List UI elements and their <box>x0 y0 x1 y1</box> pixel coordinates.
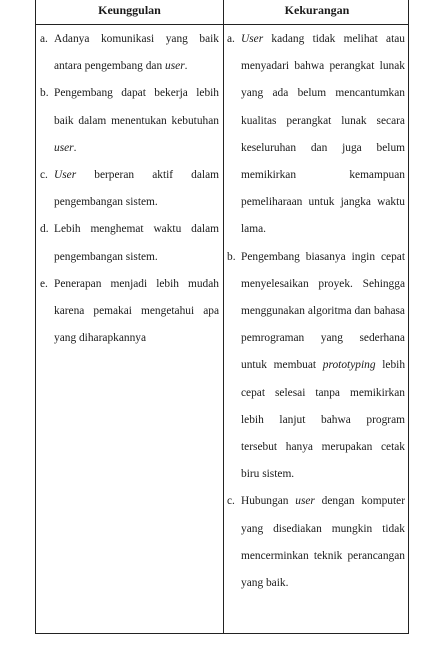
header-divider <box>36 24 408 25</box>
item-marker: a. <box>227 33 235 45</box>
item-text: Pengembang dapat bekerja lebih baik dalam menentukan kebutuhan user. <box>54 87 219 154</box>
keunggulan-column <box>40 26 219 352</box>
keunggulan-item-e <box>40 271 219 353</box>
item-marker: c. <box>227 495 235 508</box>
keunggulan-item-d <box>40 216 219 270</box>
item-marker: a. <box>40 33 48 45</box>
header-keunggulan: Keunggulan <box>98 3 161 17</box>
header-kekurangan: Kekurangan <box>284 3 350 17</box>
item-marker: b. <box>227 250 236 263</box>
item-marker: c. <box>40 169 48 182</box>
item-text: User berperan aktif dalam pengembangan sistem. <box>54 169 219 209</box>
item-text: Lebih menghemat waktu dalam pengembangan sistem. <box>54 223 219 263</box>
item-text: Penerapan menjadi lebih mudah karena pemakai mengetahui apa yang diharapkannya <box>54 277 219 345</box>
kekurangan-item-b <box>227 244 405 489</box>
item-marker: e. <box>40 277 48 290</box>
kekurangan-column <box>227 26 405 597</box>
item-text: Pengembang biasanya ingin cepat menyelesaikan proyek. Sehingga menggunakan algoritma dan bahasa pemrograman yang sederhana untuk membuat prototyping lebih cepat selesai tanpa memikirkan lebih lanjut bahwa program tersebut hanya merupakan cetak biru sistem. <box>241 250 406 481</box>
item-text: Adanya komunikasi yang baik antara pengembang dan user. <box>54 33 219 73</box>
comparison-table <box>35 0 409 634</box>
kekurangan-item-a <box>227 26 405 244</box>
item-text: User kadang tidak melihat atau menyadari bahwa perangkat lunak yang ada belum mencantumkan kualitas perangkat lunak secara keseluruhan dan juga belum memikirkan kemampuan pemeliharaan untuk jangka waktu lama. <box>241 33 405 236</box>
keunggulan-item-a <box>40 26 219 80</box>
item-text: Hubungan user dengan komputer yang disediakan mungkin tidak mencerminkan teknik perancangan yang baik. <box>241 495 405 590</box>
column-divider <box>223 0 224 633</box>
keunggulan-item-b <box>40 80 219 162</box>
kekurangan-item-c <box>227 488 405 597</box>
keunggulan-item-c <box>40 162 219 216</box>
item-marker: d. <box>40 223 49 236</box>
item-marker: b. <box>40 87 49 100</box>
